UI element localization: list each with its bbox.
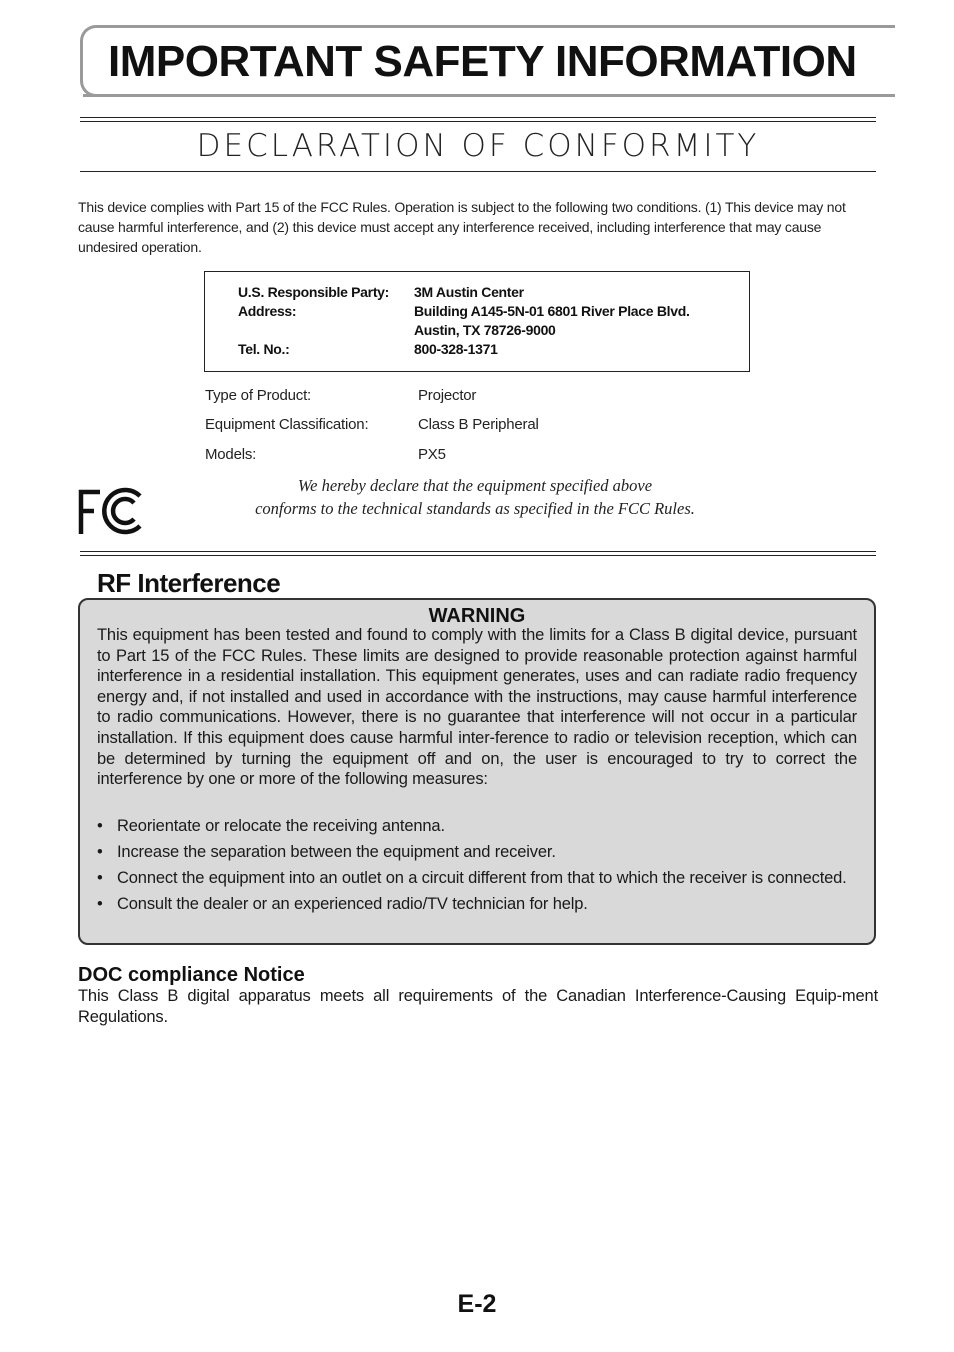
measure-text: Increase the separation between the equipment and receiver. bbox=[117, 843, 556, 862]
measure-text: Connect the equipment into an outlet on a circuit different from that to which the receiver is connected. bbox=[117, 869, 847, 888]
list-item bbox=[97, 868, 859, 889]
warning-box bbox=[78, 598, 876, 945]
warning-body: This equipment has been tested and found to comply with the limits for a Class B digital device, pursuant to Part 15 of the FCC Rules. These limits are designed to provide reasonable protection against harmful interference in a residential installation. This equipment generates, uses and can radiate radio frequency energy and, if not installed and used in accordance with the instructions, may cause harmful interference to radio communications. However, there is no guarantee that interference will not occur in a particular installation. If this equipment does cause harmful inter-ference to radio or television reception, which can be determined by turning the equipment off and on, the user is encouraged to try to correct the interference by one or more of the following measures: bbox=[97, 626, 857, 789]
spec-label-product: Type of Product: bbox=[205, 387, 312, 404]
list-item bbox=[97, 894, 859, 915]
spec-value-product: Projector bbox=[418, 387, 477, 404]
divider bbox=[80, 171, 876, 172]
spec-value-classification: Class B Peripheral bbox=[418, 416, 539, 433]
page-number: E-2 bbox=[457, 1290, 497, 1318]
measures-list bbox=[97, 816, 859, 920]
doc-notice-body: This Class B digital apparatus meets all requirements of the Canadian Interference-Causing Equip-ment Regulations. bbox=[78, 987, 878, 1026]
bullet-icon: • bbox=[97, 869, 103, 888]
bullet-icon: • bbox=[97, 817, 103, 835]
list-item bbox=[97, 842, 859, 863]
spec-label-classification: Equipment Classification: bbox=[205, 416, 369, 433]
address-line-2: Austin, TX 78726-9000 bbox=[414, 322, 556, 338]
list-item bbox=[97, 816, 859, 837]
page-title: IMPORTANT SAFETY INFORMATION bbox=[108, 37, 857, 86]
responsible-party-value: 3M Austin Center bbox=[414, 284, 524, 300]
address-line-1: Building A145-5N-01 6801 River Place Blvd. bbox=[414, 303, 690, 319]
declaration-heading: DECLARATION OF CONFORMITY bbox=[196, 128, 760, 164]
measure-text: Reorientate or relocate the receiving antenna. bbox=[117, 817, 445, 835]
divider bbox=[80, 551, 876, 552]
spec-value-models: PX5 bbox=[418, 446, 446, 463]
divider bbox=[80, 117, 876, 118]
spec-label-models: Models: bbox=[205, 446, 257, 463]
measure-text: Consult the dealer or an experienced radio/TV technician for help. bbox=[117, 895, 588, 914]
rf-interference-heading: RF Interference bbox=[97, 568, 281, 598]
fcc-logo-icon bbox=[78, 486, 148, 536]
tel-label: Tel. No.: bbox=[238, 341, 290, 357]
doc-notice-title: DOC compliance Notice bbox=[78, 964, 305, 986]
declaration-intro: This device complies with Part 15 of the FCC Rules. Operation is subject to the following two conditions. (1) This device may not cause harmful interference, and (2) this device must accept any interference received, including interference that may cause undesired operation. bbox=[78, 199, 846, 255]
responsible-party-label: U.S. Responsible Party: bbox=[238, 284, 390, 300]
address-label: Address: bbox=[238, 303, 297, 319]
conformity-statement-line-2: conforms to the technical standards as specified in the FCC Rules. bbox=[255, 499, 695, 518]
tel-value: 800-328-1371 bbox=[414, 341, 498, 357]
warning-title: WARNING bbox=[428, 605, 526, 627]
divider bbox=[80, 121, 876, 122]
bullet-icon: • bbox=[97, 895, 103, 914]
conformity-statement-line-1: We hereby declare that the equipment specified above bbox=[297, 476, 653, 495]
responsible-party-box bbox=[204, 271, 750, 372]
divider bbox=[80, 555, 876, 556]
bullet-icon: • bbox=[97, 843, 103, 862]
conformity-statement bbox=[200, 474, 750, 520]
